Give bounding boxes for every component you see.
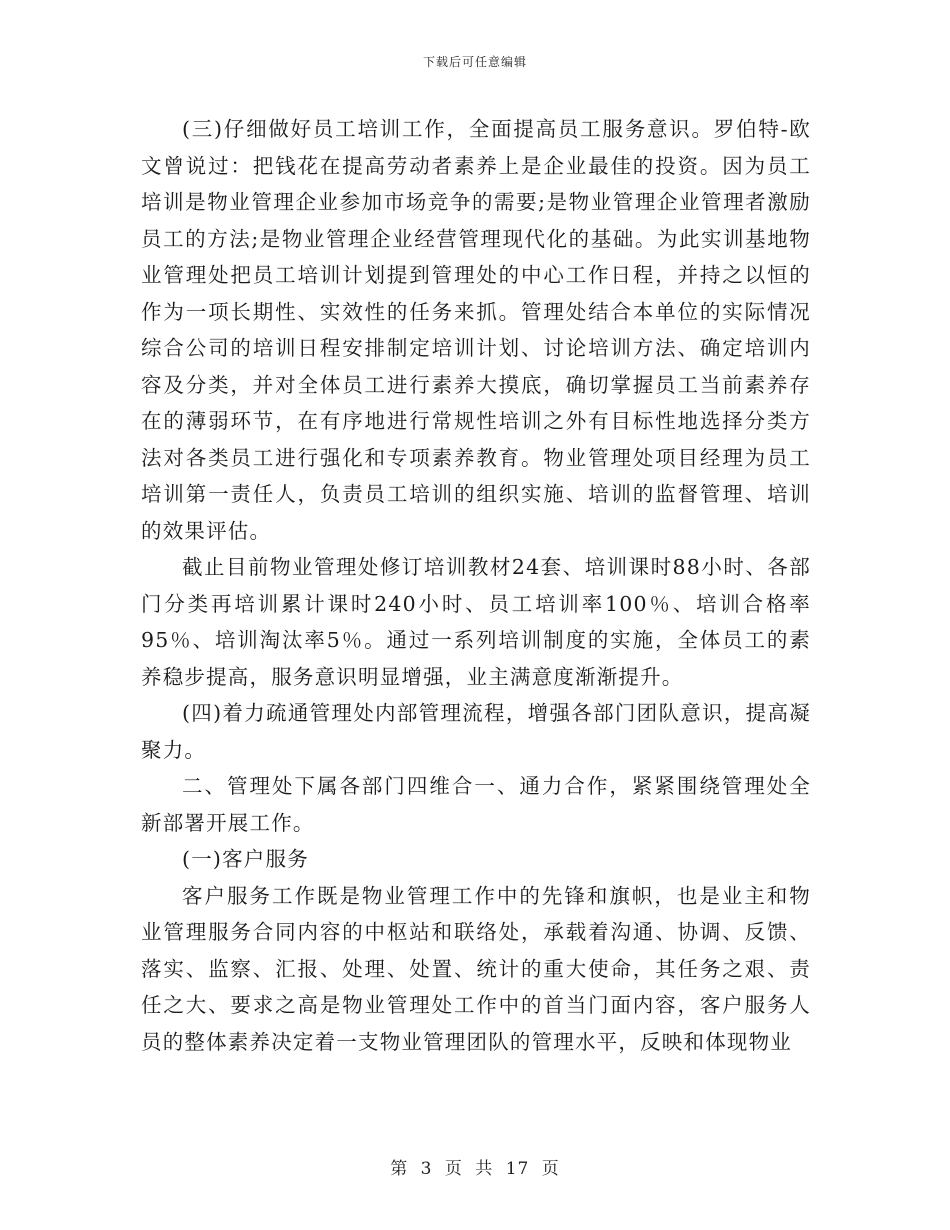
page-header: 下载后可任意编辑 <box>422 55 527 69</box>
paragraph-customer-service: 客户服务工作既是物业管理工作中的先锋和旗帜，也是业主和物业管理服务合同内容的中枢站和联络处，承载着沟通、协调、反馈、落实、监察、汇报、处理、处置、统计的重大使命，其任务之艰、责任之大、要求之高是物业管理处工作中的首当门面内容，客户服务人员的整体素养决定着一支物业管理团队的管理水平，反映和体现物业 <box>141 883 811 1054</box>
document-body <box>141 111 811 1060</box>
subsection-heading-customer-service: (一)客户服务 <box>182 847 309 871</box>
page-number-footer: 第 3 页 共 17 页 <box>390 1159 560 1179</box>
paragraph-staff-training: (三)仔细做好员工培训工作，全面提高员工服务意识。罗伯特-欧文曾说过：把钱花在提高劳动者素养上是企业最佳的投资。因为员工培训是物业管理企业参加市场竞争的需要;是物业管理企业管理者激励员工的方法;是物业管理企业经营管理现代化的基础。为此实训基地物业管理处把员工培训计划提到管理处的中心工作日程，并持之以恒的作为一项长期性、实效性的任务来抓。管理处结合本单位的实际情况综合公司的培训日程安排制定培训计划、讨论培训方法、确定培训内容及分类，并对全体员工进行素养大摸底，确切掌握员工当前素养存在的薄弱环节，在有序地进行常规性培训之外有目标性地选择分类方法对各类员工进行强化和专项素养教育。物业管理处项目经理为员工培训第一责任人，负责员工培训的组织实施、培训的监督管理、培训的效果评估。 <box>141 117 811 543</box>
paragraph-training-stats: 截止目前物业管理处修订培训教材24套、培训课时88小时、各部门分类再培训累计课时240小时、员工培训率100％、培训合格率95％、培训淘汰率5％。通过一系列培训制度的实施，全体员工的素养稳步提高，服务意识明显增强，业主满意度渐渐提升。 <box>141 555 811 689</box>
paragraph-internal-process: (四)着力疏通管理处内部管理流程，增强各部门团队意识，提高凝聚力。 <box>141 701 811 762</box>
section-heading-departments: 二、管理处下属各部门四维合一、通力合作，紧紧围绕管理处全新部署开展工作。 <box>141 774 811 835</box>
